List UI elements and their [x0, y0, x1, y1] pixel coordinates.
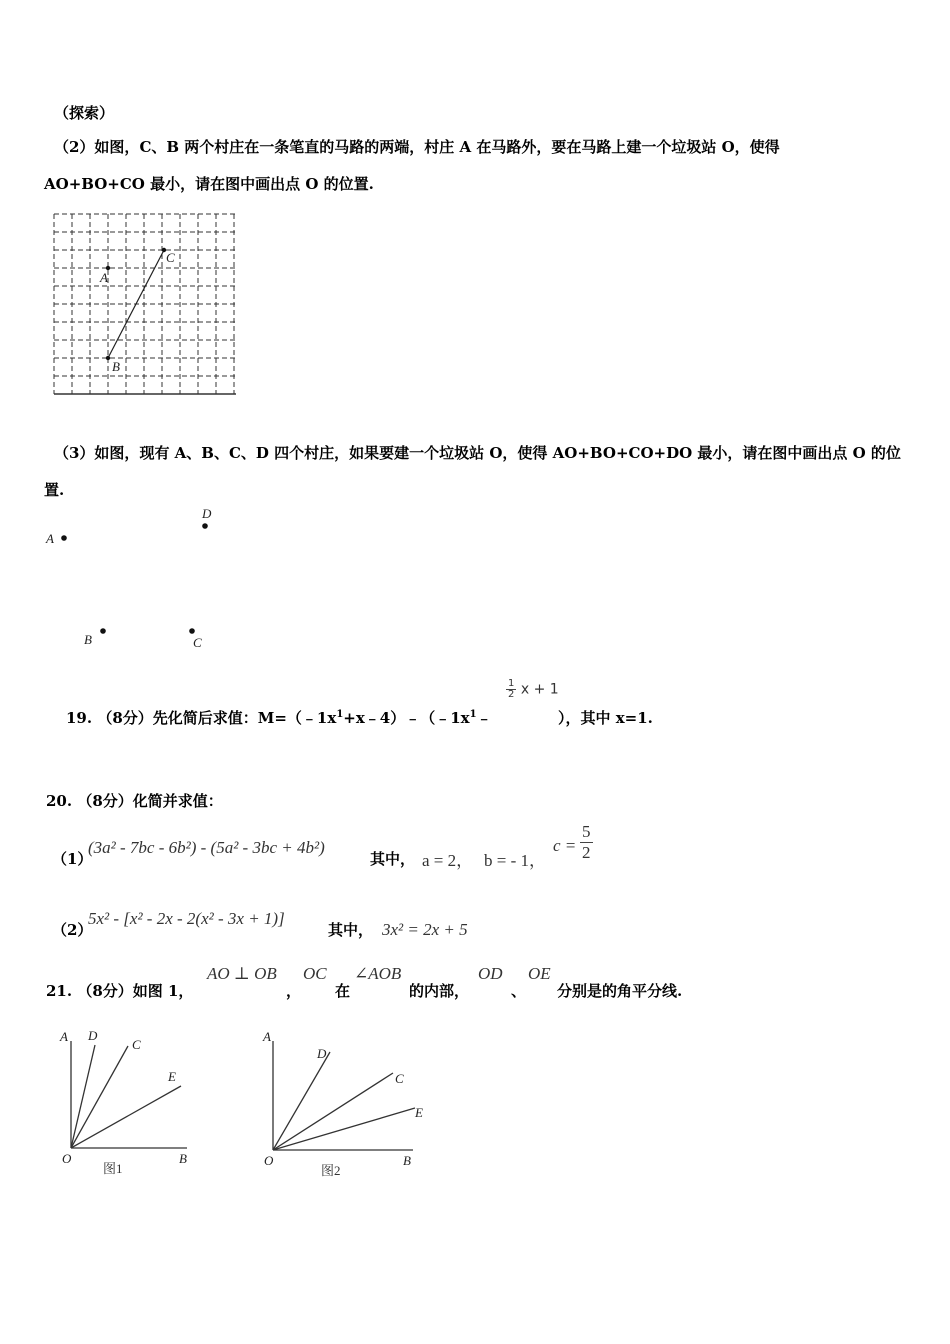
fig1-caption: 图1	[103, 1161, 123, 1176]
q19-exp1: 1	[336, 709, 344, 720]
q19-text	[66, 707, 492, 728]
label-b: B	[84, 632, 92, 647]
q19-exp2: 1	[469, 709, 477, 720]
label-a: A	[46, 531, 54, 546]
fig1-label-c: C	[132, 1037, 141, 1052]
q20-p1-c-den: 2	[582, 843, 591, 862]
point-c	[189, 628, 195, 634]
q20-p1-c-frac	[580, 822, 593, 863]
fig2-label-a: A	[263, 1029, 271, 1044]
q19-frac-den: 2	[508, 689, 515, 700]
point-b	[106, 356, 110, 360]
angle-figure-1	[55, 1025, 205, 1185]
point-a	[61, 535, 67, 541]
grid-figure	[50, 210, 242, 400]
ray-od	[71, 1045, 95, 1148]
q19-half	[506, 679, 516, 700]
fig2-label-b: B	[403, 1153, 411, 1168]
fig1-label-b: B	[179, 1151, 187, 1166]
q19-fraction-expr	[506, 679, 559, 700]
q20-p2-label: （2）	[52, 921, 93, 939]
q20-p1-expr: (3a² - 7bc - 6b²) - (5a² - 3bc + 4b²)	[88, 838, 325, 857]
point-b	[100, 628, 106, 634]
q21-suffix: 分别是的角平分线.	[557, 982, 683, 1000]
fig1-label-d: D	[88, 1028, 98, 1043]
q21-sep1: ，	[286, 982, 302, 1000]
q21-cond1: AO ⊥ OB	[207, 964, 277, 983]
explore-heading: （探索）	[54, 104, 115, 122]
q3-text-line2: 置.	[44, 481, 65, 499]
q20-title: 20. （8分）化简并求值：	[46, 792, 223, 810]
q19-dash: ﹣	[476, 709, 492, 727]
q20-p1-c-num: 5	[582, 822, 591, 841]
label-d: D	[202, 506, 212, 521]
fig1-label-a: A	[60, 1029, 68, 1044]
q20-p1-c: c =	[553, 836, 577, 855]
fig2-caption: 图2	[321, 1163, 341, 1178]
q21-cond5: OE	[528, 964, 551, 983]
grid-lines	[54, 214, 236, 394]
angle-figure-2	[255, 1025, 435, 1185]
ray-oe	[71, 1086, 181, 1148]
q21-cond4: OD	[478, 964, 503, 983]
q20-p2-expr: 5x² - [x² - 2x - 2(x² - 3x + 1)]	[88, 909, 285, 928]
q20-p1-b: b = - 1，	[484, 851, 546, 870]
q21-cond3: ∠AOB	[354, 964, 402, 983]
q20-p1-where: 其中，	[370, 850, 416, 868]
q20-p1-label: （1）	[52, 850, 93, 868]
q2-text-line2: AO+BO+CO 最小，请在图中画出点 O 的位置.	[44, 175, 374, 193]
fig2-label-o: O	[264, 1153, 274, 1168]
segment-bc	[108, 250, 164, 358]
label-b: B	[112, 359, 120, 374]
q3-text-line1: （3）如图，现有 A、B、C、D 四个村庄，如果要建一个垃圾站 O，使得 AO+BO+CO+DO 最小，请在图中画出点 O 的位	[54, 444, 901, 462]
label-a: A	[100, 270, 108, 285]
q20-p2-cond: 3x² = 2x + 5	[382, 920, 468, 939]
q21-sep2: 、	[511, 982, 527, 1000]
ray-oc	[71, 1046, 128, 1148]
fig2-label-e: E	[415, 1105, 423, 1120]
q19-prefix: 19. （8分）先化简后求值：M=（﹣1x	[66, 709, 337, 727]
q20-p1-a: a = 2，	[422, 851, 474, 870]
point-d	[202, 523, 208, 529]
label-c: C	[193, 635, 202, 650]
q21-cond2: OC	[303, 964, 327, 983]
q21-word-in: 在	[335, 982, 351, 1000]
q21-prefix: 21. （8分）如图 1，	[46, 982, 194, 1000]
four-points-figure	[40, 500, 240, 660]
q2-text-line1: （2）如图，C、B 两个村庄在一条笔直的马路的两端，村庄 A 在马路外，要在马路上建一个垃圾站 O，使得	[54, 138, 780, 156]
fig1-label-o: O	[62, 1151, 72, 1166]
q19-frac-tail: x + 1	[520, 681, 559, 698]
q20-p2-where: 其中，	[328, 921, 374, 939]
fig2-label-c: C	[395, 1071, 404, 1086]
fig1-label-e: E	[168, 1069, 176, 1084]
ray-oc	[273, 1073, 393, 1150]
label-c: C	[166, 250, 175, 265]
q19-mid: +x﹣4）﹣（﹣1x	[343, 709, 470, 727]
q19-suffix: ），其中 x=1.	[558, 709, 653, 727]
q19-frac-num: 1	[508, 678, 515, 689]
q21-word-inside: 的内部，	[409, 982, 470, 1000]
fig2-label-d: D	[317, 1046, 327, 1061]
